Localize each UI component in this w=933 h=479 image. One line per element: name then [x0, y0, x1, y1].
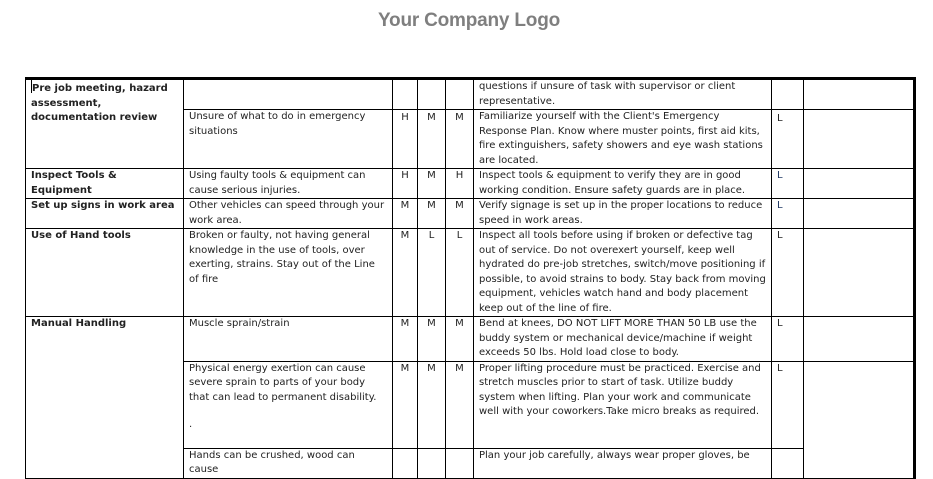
controls-cell[interactable]: Inspect all tools before using if broken or defective tag out of service. Do not overexert yourself, keep well hydrated do pre-job stretches, switch/move positioning if possible, to avoid strains to body. Stay back from moving equipment, vehicles watch hand and body placement keep out of the line of fire.: [474, 229, 772, 317]
notes-cell[interactable]: [804, 79, 915, 110]
task-cell[interactable]: Inspect Tools & Equipment: [26, 169, 184, 199]
job-hazard-analysis-table: [25, 77, 916, 479]
notes-cell[interactable]: [804, 361, 915, 478]
probability-cell[interactable]: M: [418, 317, 446, 362]
risk-cell[interactable]: [446, 448, 474, 478]
notes-cell[interactable]: [804, 199, 915, 229]
severity-cell[interactable]: M: [393, 199, 418, 229]
severity-cell[interactable]: [393, 79, 418, 110]
controls-cell[interactable]: Bend at knees, DO NOT LIFT MORE THAN 50 LB use the buddy system or mechanical device/machine if weight exceeds 50 lbs. Hold load close to body.: [474, 317, 772, 362]
probability-cell[interactable]: [418, 79, 446, 110]
controls-cell[interactable]: Proper lifting procedure must be practiced. Exercise and stretch muscles prior to start of task. Utilize buddy system when lifting. Plan your work and communicate well with your coworkers.Take micro breaks as required.: [474, 361, 772, 448]
severity-cell[interactable]: M: [393, 317, 418, 362]
task-cell[interactable]: Manual Handling: [26, 317, 184, 479]
hazard-cell[interactable]: Hands can be crushed, wood can cause: [184, 448, 393, 478]
controls-cell[interactable]: questions if unsure of task with supervisor or client representative.: [474, 79, 772, 110]
risk-cell[interactable]: [446, 79, 474, 110]
risk-cell[interactable]: M: [446, 361, 474, 448]
table-row: [26, 79, 915, 110]
controls-cell[interactable]: Inspect tools & equipment to verify they are in good working condition. Ensure safety guards are in place.: [474, 169, 772, 199]
task-label: Pre job meeting, hazard assessment, documentation review: [31, 83, 168, 123]
table-row: [26, 229, 915, 317]
residual-risk-cell[interactable]: L: [772, 169, 804, 199]
severity-cell[interactable]: H: [393, 110, 418, 169]
probability-cell[interactable]: [418, 448, 446, 478]
severity-cell[interactable]: M: [393, 229, 418, 317]
severity-cell[interactable]: M: [393, 361, 418, 448]
controls-cell[interactable]: Verify signage is set up in the proper locations to reduce speed in work areas.: [474, 199, 772, 229]
hazard-cell[interactable]: [184, 361, 393, 448]
task-cell[interactable]: Set up signs in work area: [26, 199, 184, 229]
risk-cell[interactable]: H: [446, 169, 474, 199]
table-row: [26, 169, 915, 199]
notes-cell[interactable]: [804, 110, 915, 169]
table-row: [26, 199, 915, 229]
severity-cell[interactable]: [393, 448, 418, 478]
probability-cell[interactable]: M: [418, 169, 446, 199]
controls-cell[interactable]: Plan your job carefully, always wear proper gloves, be: [474, 448, 772, 478]
notes-cell[interactable]: [804, 317, 915, 362]
residual-risk-cell[interactable]: L: [772, 317, 804, 362]
hazard-cell[interactable]: Broken or faulty, not having general knowledge in the use of tools, over exerting, strains. Stay out of the Line of fire: [184, 229, 393, 317]
probability-cell[interactable]: M: [418, 199, 446, 229]
risk-cell[interactable]: M: [446, 317, 474, 362]
task-cell[interactable]: Use of Hand tools: [26, 229, 184, 317]
residual-risk-cell[interactable]: [772, 448, 804, 478]
notes-cell[interactable]: [804, 229, 915, 317]
probability-cell[interactable]: M: [418, 110, 446, 169]
notes-cell[interactable]: [804, 169, 915, 199]
probability-cell[interactable]: M: [418, 361, 446, 448]
hazard-cell[interactable]: Unsure of what to do in emergency situations: [184, 110, 393, 169]
risk-cell[interactable]: M: [446, 199, 474, 229]
hazard-cell[interactable]: Using faulty tools & equipment can cause serious injuries.: [184, 169, 393, 199]
hazard-cell[interactable]: Other vehicles can speed through your work area.: [184, 199, 393, 229]
hazard-extra-text: .: [189, 419, 193, 430]
hazard-cell[interactable]: Muscle sprain/strain: [184, 317, 393, 362]
residual-risk-cell[interactable]: L: [772, 361, 804, 448]
severity-cell[interactable]: H: [393, 169, 418, 199]
probability-cell[interactable]: L: [418, 229, 446, 317]
risk-cell[interactable]: L: [446, 229, 474, 317]
residual-risk-cell[interactable]: L: [772, 229, 804, 317]
residual-risk-cell[interactable]: [772, 79, 804, 110]
task-cell[interactable]: [26, 79, 184, 169]
residual-risk-cell[interactable]: L: [772, 199, 804, 229]
company-logo-placeholder: Your Company Logo: [377, 10, 561, 31]
controls-cell[interactable]: Familiarize yourself with the Client's Emergency Response Plan. Know where muster points, first aid kits, fire extinguishers, safety showers and eye wash stations are located.: [474, 110, 772, 169]
residual-risk-cell[interactable]: L: [772, 110, 804, 169]
risk-cell[interactable]: M: [446, 110, 474, 169]
hazard-text: Physical energy exertion can cause severe sprain to parts of your body that can lead to permanent disability.: [189, 362, 377, 403]
hazard-cell[interactable]: [184, 79, 393, 110]
table-row: [26, 317, 915, 362]
